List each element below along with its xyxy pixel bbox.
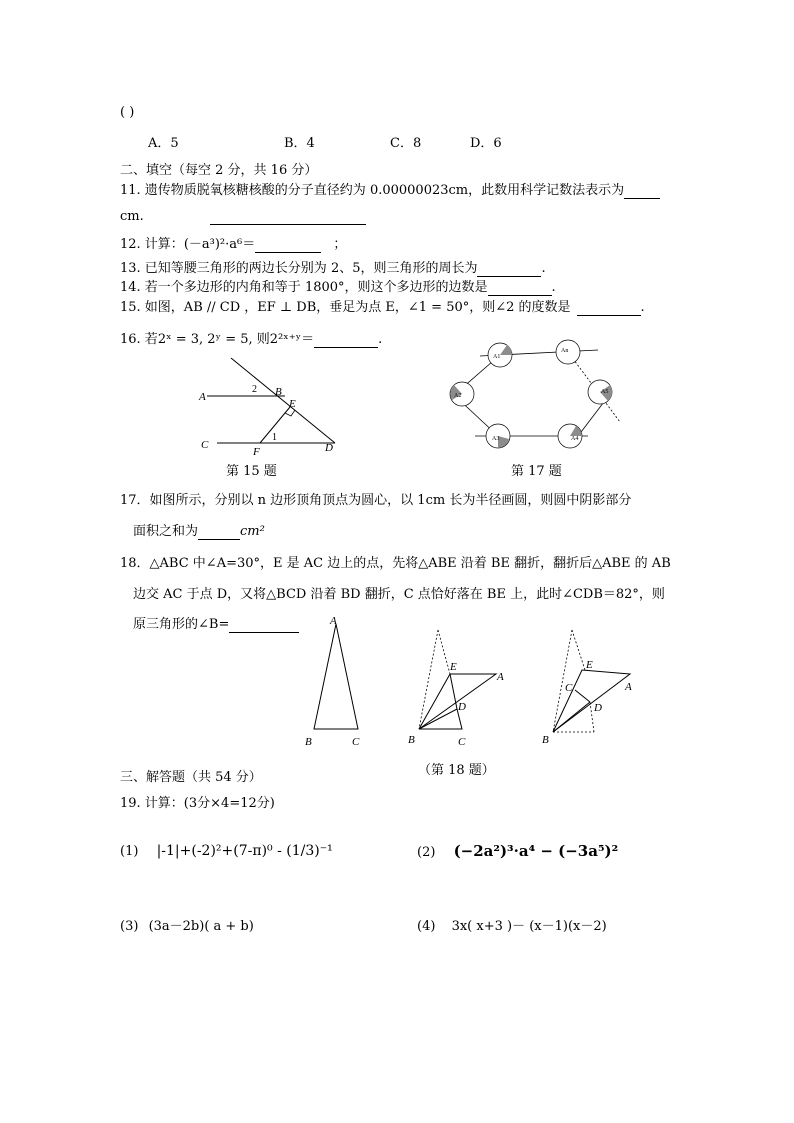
question-16: 16. 若2ˣ = 3, 2ʸ = 5, 则2²ˣ⁺ʸ＝ . [120,332,383,347]
figure-15-caption: 第 15 题 [226,464,277,479]
question-18-line2: 边交 AC 于点 D，又将△BCD 沿着 BD 翻折，C 点恰好落在 BE 上，此时∠CDB＝82°，则 [133,587,665,602]
item-expression: (−2a²)³·a⁴ − (−3a⁵)² [453,842,619,860]
question-17-unit: cm² [240,524,265,539]
option-b: B．4 [284,136,315,151]
option-a: A．5 [148,136,179,151]
question-15: 15. 如图，AB // CD ，EF ⊥ DB，垂足为点 E，∠1 = 50°，则∠2 的度数是 . [120,300,645,315]
question-11-unit-line [120,209,366,225]
answer-parentheses: ( ) [120,105,135,120]
question-13: 13. 已知等腰三角形的两边长分别为 2、5，则三角形的周长为 . [120,261,546,276]
item-number: (1) [120,844,139,859]
question-17-line2 [133,524,265,540]
answer-blank[interactable] [477,262,541,277]
label-a: A [330,615,337,627]
vertex-label: A4 [571,436,579,442]
question-16-prefix: 16. 若 [120,332,158,347]
question-18-prefix: 原三角形的∠B= [133,617,230,632]
label-f: F [253,446,260,458]
question-15-text: 15. 如图，AB // CD ，EF ⊥ DB，垂足为点 E，∠1 = 50°，则∠2 的度数是 [120,300,571,315]
question-11-unit: cm. [120,209,144,224]
question-19-title: 19. 计算：(3分×4=12分) [120,796,275,811]
option-d: D．6 [470,136,502,151]
question-12-suffix: ； [333,237,347,252]
answer-blank[interactable] [314,333,378,348]
item-number: (2) [417,845,436,860]
question-12-expr: (－a³)²·a⁶＝ [183,237,256,252]
item-number: (3) [120,919,139,934]
label-c: C [201,439,209,451]
answer-blank[interactable] [624,184,660,199]
label-e: E [450,661,457,673]
label-c: C [352,736,360,748]
label-angle-2: 2 [252,384,257,395]
label-d: D [458,701,466,713]
question-19-item-3 [120,919,254,935]
question-19-item-1 [120,843,333,860]
answer-blank[interactable] [210,210,366,225]
section-3-heading: 三、解答题（共 54 分） [120,770,262,785]
item-expression: 3x( x+3 )－ (x－1)(x－2) [451,919,607,934]
label-b: B [408,734,415,746]
item-expression: |-1|+(-2)²+(7-π)⁰ - (1/3)⁻¹ [156,843,333,859]
answer-blank[interactable] [577,301,641,316]
section-2-heading: 二、填空（每空 2 分，共 16 分） [120,163,318,178]
question-16-expr: 2ˣ = 3, 2ʸ = 5, 则2²ˣ⁺ʸ＝ [157,332,315,347]
question-19-item-2 [417,843,618,861]
label-a: A [497,671,504,683]
vertex-label: A2 [454,393,462,399]
label-a: A [199,391,206,403]
label-b: B [542,734,549,746]
vertex-label: A1 [493,354,501,360]
answer-blank[interactable] [198,525,240,540]
label-e: E [586,659,593,671]
label-c: C [458,736,466,748]
vertex-label: A3 [492,436,500,442]
label-c: C [565,682,573,694]
label-b: B [305,736,312,748]
question-12 [120,237,346,253]
label-a: A [625,681,632,693]
question-19-item-4 [417,919,607,935]
question-13-text: 13. 已知等腰三角形的两边长分别为 2、5，则三角形的周长为 [120,261,478,276]
vertex-label: An [561,348,569,354]
figure-17 [440,340,625,460]
answer-blank[interactable] [488,281,552,296]
question-14: 14. 若一个多边形的内角和等于 1800°，则这个多边形的边数是 . [120,280,556,295]
figure-18-caption: （第 18 题） [418,763,495,778]
label-d: D [325,442,333,454]
question-17-line1: 17．如图所示，分别以 n 边形顶角顶点为圆心，以 1cm 长为半径画圆，则圆中阴影部分 [120,493,632,508]
answer-blank[interactable] [229,618,299,633]
label-d: D [594,702,602,714]
question-11 [120,183,660,199]
item-expression: (3a－2b)( a + b) [148,919,254,934]
question-14-text: 14. 若一个多边形的内角和等于 1800°，则这个多边形的边数是 [120,280,488,295]
figure-17-caption: 第 17 题 [511,464,562,479]
figure-15 [195,352,350,457]
question-12-prefix: 12. 计算： [120,237,184,252]
question-18-line1: 18．△ABC 中∠A=30°，E 是 AC 边上的点，先将△ABE 沿着 BE 翻折，翻折后△ABE 的 AB [120,556,671,571]
answer-blank[interactable] [255,238,321,253]
label-b: B [275,386,282,398]
question-18-line3 [133,617,299,633]
vertex-label: A5 [601,389,609,395]
figure-18 [300,612,640,752]
question-11-text: 11. 遗传物质脱氧核糖核酸的分子直径约为 0.00000023cm，此数用科学记数法表示为 [120,183,625,198]
item-number: (4) [417,919,436,934]
question-17-prefix: 面积之和为 [133,524,199,539]
label-angle-1: 1 [272,432,277,443]
option-c: C．8 [390,136,422,151]
label-e: E [289,398,296,410]
